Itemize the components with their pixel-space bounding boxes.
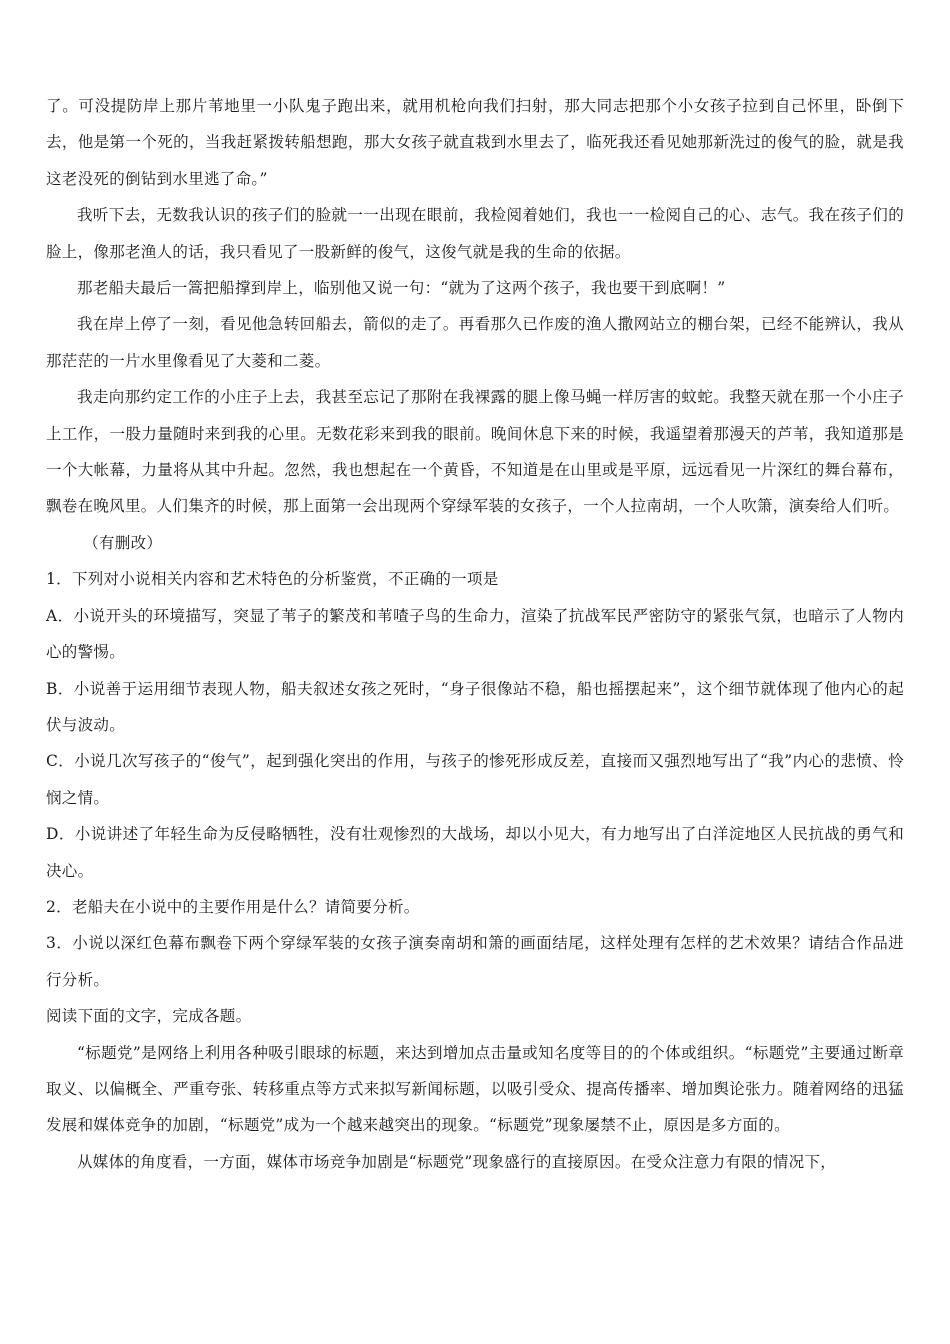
question-1-option-c: C．小说几次写孩子的“俊气”，起到强化突出的作用，与孩子的惨死形成反差，直接而又强烈地写出了“我”内心的悲愤、怜悯之情。 [46,752,904,807]
story-paragraph-5: 我走向那约定工作的小庄子上去，我甚至忘记了那附在我裸露的腿上像马蝇一样厉害的蚊蛇。我整天就在那一个小庄子上工作，一股力量随时来到我的心里。无数花彩来到我的眼前。晚间休息下来的时候，我遥望着那漫天的芦苇，我知道那是一个大帐幕，力量将从其中升起。忽然，我也想起在一个黄昏，不知道是在山里或是平原，远远看见一片深红的舞台幕布，飘卷在晚风里。人们集齐的时候，那上面第一会出现两个穿绿军装的女孩子，一个人拉南胡，一个人吹箫，演奏给人们听。 [46,388,904,516]
article-paragraph-2: 从媒体的角度看，一方面，媒体市场竞争加剧是“标题党”现象盛行的直接原因。在受众注意力有限的情况下， [77,1152,837,1171]
question-1: 1．下列对小说相关内容和艺术特色的分析鉴赏，不正确的一项是 [46,570,499,589]
abridged-note: （有删改） [83,533,163,552]
story-paragraph-1: 了。可没提防岸上那片苇地里一小队鬼子跑出来，就用机枪向我们扫射，那大同志把那个小女孩子拉到自己怀里，卧倒下去，他是第一个死的，当我赶紧拨转船想跑，那大女孩子就直栽到水里去了，临死我还看见她那新洗过的俊气的脸，就是我这老没死的倒钻到水里逃了命。” [46,97,904,188]
question-2: 2．老船夫在小说中的主要作用是什么？请简要分析。 [46,897,420,916]
reading-instruction: 阅读下面的文字，完成各题。 [46,1007,252,1026]
question-3: 3．小说以深红色幕布飘卷下两个穿绿军装的女孩子演奏南胡和箫的画面结尾，这样处理有怎样的艺术效果？请结合作品进行分析。 [46,934,904,989]
story-paragraph-3: 那老船夫最后一篙把船撑到岸上，临别他又说一句：“就为了这两个孩子，我也要干到底啊！” [77,279,726,298]
question-1-option-d: D．小说讲述了年轻生命为反侵略牺牲，没有壮观惨烈的大战场，却以小见大，有力地写出了白洋淀地区人民抗战的勇气和决心。 [46,825,904,880]
question-1-option-a: A．小说开头的环境描写，突显了苇子的繁茂和苇喳子鸟的生命力，渲染了抗战军民严密防守的紧张气氛，也暗示了人物内心的警惕。 [46,606,904,662]
question-1-option-b: B．小说善于运用细节表现人物，船夫叙述女孩之死时，“身子很像站不稳，船也摇摆起来”，这个细节就体现了他内心的起伏与波动。 [46,679,904,734]
story-paragraph-2: 我听下去，无数我认识的孩子们的脸就一一出现在眼前，我检阅着她们，我也一一检阅自己的心、志气。我在孩子们的脸上，像那老渔人的话，我只看见了一股新鲜的俊气，这俊气就是我的生命的依据。 [46,206,904,261]
story-paragraph-4: 我在岸上停了一刻，看见他急转回船去，箭似的走了。再看那久已作废的渔人撒网站立的棚台架，已经不能辨认，我从那茫茫的一片水里像看见了大菱和二菱。 [46,315,904,370]
document-page [46,88,904,1180]
article-paragraph-1: “标题党”是网络上利用各种吸引眼球的标题，来达到增加点击量或知名度等目的的个体或组织。“标题党”主要通过断章取义、以偏概全、严重夸张、转移重点等方式来拟写新闻标题，以吸引受众、提高传播率、增加舆论张力。随着网络的迅猛发展和媒体竞争的加剧，“标题党”成为一个越来越突出的现象。“标题党”现象屡禁不止，原因是多方面的。 [46,1043,904,1135]
